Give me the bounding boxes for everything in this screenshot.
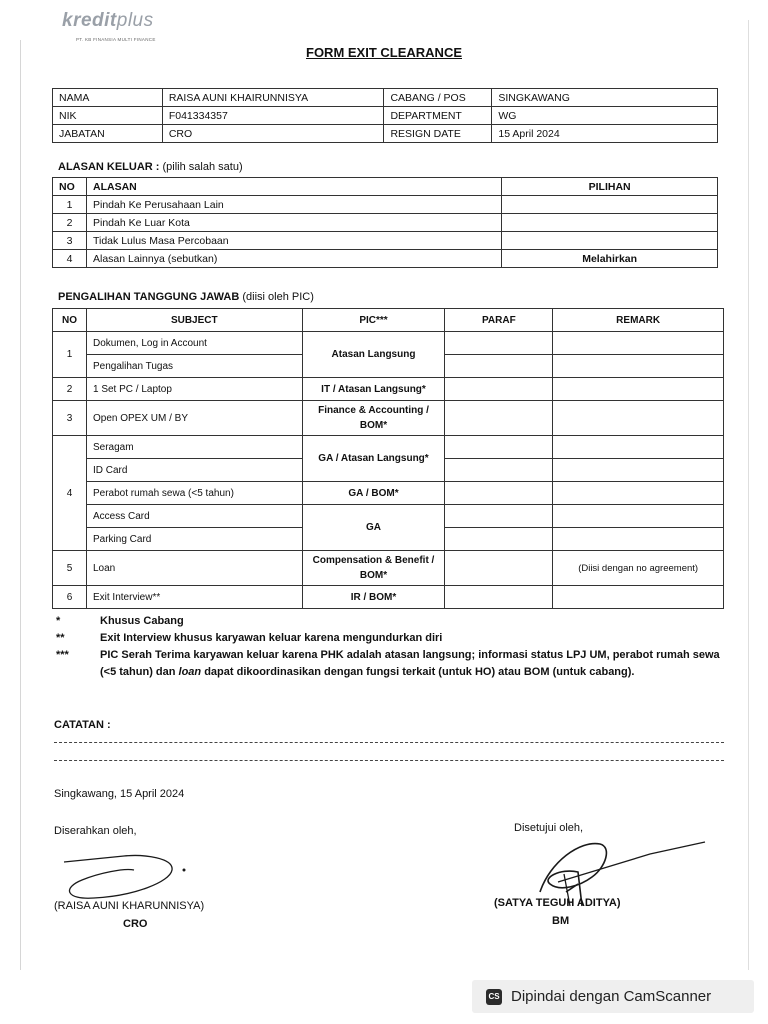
handover-pic: IT / Atasan Langsung* xyxy=(302,378,445,401)
info-row-jabatan xyxy=(53,125,718,143)
info-label: JABATAN xyxy=(53,125,163,143)
handover-remark xyxy=(553,528,724,551)
footnote-text: Khusus Cabang xyxy=(100,615,184,627)
handover-paraf xyxy=(445,505,553,528)
handover-remark xyxy=(553,482,724,505)
reasons-table xyxy=(52,177,718,268)
handover-pic: GA / BOM* xyxy=(302,482,445,505)
footnote xyxy=(56,630,736,647)
footnote-text-italic: loan xyxy=(178,666,202,678)
page-edge-right xyxy=(748,20,749,970)
handover-pic: Finance & Accounting / BOM* xyxy=(302,401,445,436)
handover-subject: Pengalihan Tugas xyxy=(86,355,302,378)
col-choice: PILIHAN xyxy=(502,178,718,196)
col-subject: SUBJECT xyxy=(86,309,302,332)
approved-by-role: BM xyxy=(552,915,570,927)
handover-paraf xyxy=(445,586,553,609)
handover-remark xyxy=(553,401,724,436)
handover-remark xyxy=(553,378,724,401)
handover-subject: Open OPEX UM / BY xyxy=(86,401,302,436)
place-date: Singkawang, 15 April 2024 xyxy=(54,788,185,800)
approved-by-label: Disetujui oleh, xyxy=(514,822,584,834)
col-pic: PIC*** xyxy=(302,309,445,332)
handover-pic: Atasan Langsung xyxy=(302,332,445,378)
camscanner-icon: CS xyxy=(486,989,502,1005)
handover-paraf xyxy=(445,528,553,551)
footnote xyxy=(56,647,736,681)
info-label: RESIGN DATE xyxy=(384,125,492,143)
handover-paraf xyxy=(445,459,553,482)
footnote-mark: ** xyxy=(56,632,65,644)
handover-no: 1 xyxy=(53,332,87,378)
info-label: NAMA xyxy=(53,89,163,107)
info-label: CABANG / POS xyxy=(384,89,492,107)
info-row-nik xyxy=(53,107,718,125)
footnotes xyxy=(56,613,736,681)
logo-plus-text: plus xyxy=(116,10,154,31)
handover-subject: Access Card xyxy=(86,505,302,528)
info-value: CRO xyxy=(162,125,384,143)
handover-paraf xyxy=(445,401,553,436)
handover-subject: 1 Set PC / Laptop xyxy=(86,378,302,401)
handover-no: 2 xyxy=(53,378,87,401)
catatan-line xyxy=(54,760,724,761)
footnote-text-part: dapat dikoordinasikan dengan fungsi terkait (untuk HO) atau BOM (untuk cabang). xyxy=(201,666,635,678)
reason-text: Tidak Lulus Masa Percobaan xyxy=(86,232,501,250)
col-remark: REMARK xyxy=(553,309,724,332)
signature-right xyxy=(500,832,710,907)
reasons-heading-title: ALASAN KELUAR : xyxy=(58,161,160,173)
handover-subject: Parking Card xyxy=(86,528,302,551)
handover-heading xyxy=(58,291,314,303)
reason-text: Pindah Ke Perusahaan Lain xyxy=(86,196,501,214)
footnote-mark: * xyxy=(56,615,61,627)
catatan-label: CATATAN : xyxy=(54,719,111,731)
handover-no: 4 xyxy=(53,436,87,551)
employee-info-table xyxy=(52,88,718,143)
footnote xyxy=(56,613,736,630)
handover-subject: Loan xyxy=(86,551,302,586)
reasons-heading-note: (pilih salah satu) xyxy=(162,161,243,173)
reason-row xyxy=(53,232,718,250)
handed-over-by-label: Diserahkan oleh, xyxy=(54,825,137,837)
handover-heading-note: (diisi oleh PIC) xyxy=(242,291,314,303)
reason-row xyxy=(53,214,718,232)
form-title: FORM EXIT CLEARANCE xyxy=(306,45,462,60)
handover-pic: Compensation & Benefit / BOM* xyxy=(302,551,445,586)
reason-choice xyxy=(502,232,718,250)
handover-remark xyxy=(553,355,724,378)
handover-subject: Exit Interview** xyxy=(86,586,302,609)
signature-left xyxy=(54,840,204,902)
reason-no: 4 xyxy=(53,250,87,268)
handover-row xyxy=(53,505,724,528)
handover-no: 6 xyxy=(53,586,87,609)
handover-pic: IR / BOM* xyxy=(302,586,445,609)
info-label: DEPARTMENT xyxy=(384,107,492,125)
handover-subject: ID Card xyxy=(86,459,302,482)
reason-row xyxy=(53,196,718,214)
handover-paraf xyxy=(445,482,553,505)
footnote-text: Exit Interview khusus karyawan keluar karena mengundurkan diri xyxy=(100,632,443,644)
col-no: NO xyxy=(53,309,87,332)
reason-choice xyxy=(502,214,718,232)
handover-remark xyxy=(553,505,724,528)
handover-paraf xyxy=(445,378,553,401)
handover-remark xyxy=(553,332,724,355)
reason-choice: Melahirkan xyxy=(502,250,718,268)
handover-subject: Dokumen, Log in Account xyxy=(86,332,302,355)
col-paraf: PARAF xyxy=(445,309,553,332)
reason-text: Pindah Ke Luar Kota xyxy=(86,214,501,232)
handover-header-row xyxy=(53,309,724,332)
catatan-line xyxy=(54,742,724,743)
logo-subtitle: PT. KB FINANSIA MULTI FINANCE xyxy=(76,37,156,42)
col-reason: ALASAN xyxy=(86,178,501,196)
handover-paraf xyxy=(445,551,553,586)
handover-subject: Seragam xyxy=(86,436,302,459)
handover-paraf xyxy=(445,332,553,355)
approved-by-name: (SATYA TEGUH ADITYA) xyxy=(494,897,621,909)
reason-row xyxy=(53,250,718,268)
logo-main-text: kredit xyxy=(62,10,117,31)
footnote-text xyxy=(100,647,736,681)
reasons-heading xyxy=(58,161,243,173)
camscanner-label: Dipindai dengan CamScanner xyxy=(511,988,712,1005)
reasons-header-row xyxy=(53,178,718,196)
handover-row xyxy=(53,482,724,505)
handover-row xyxy=(53,551,724,586)
footnote-text-part: PIC Serah Terima karyawan keluar karena PHK adalah atasan langsung; informasi status LPJ UM, perabot rumah sewa (<5 tahun) dan xyxy=(100,649,720,678)
reason-no: 3 xyxy=(53,232,87,250)
handover-row xyxy=(53,378,724,401)
handover-row xyxy=(53,586,724,609)
handover-remark: (Diisi dengan no agreement) xyxy=(553,551,724,586)
handover-no: 3 xyxy=(53,401,87,436)
info-row-name xyxy=(53,89,718,107)
handover-remark xyxy=(553,436,724,459)
handover-row xyxy=(53,436,724,459)
reason-choice xyxy=(502,196,718,214)
handed-over-by-name: (RAISA AUNI KHARUNNISYA) xyxy=(54,900,205,912)
info-value: F041334357 xyxy=(162,107,384,125)
page-edge-left xyxy=(20,40,21,970)
handover-pic: GA / Atasan Langsung* xyxy=(302,436,445,482)
info-value: 15 April 2024 xyxy=(492,125,718,143)
handover-remark xyxy=(553,586,724,609)
handover-paraf xyxy=(445,436,553,459)
info-value: RAISA AUNI KHAIRUNNISYA xyxy=(162,89,384,107)
reason-no: 2 xyxy=(53,214,87,232)
handover-subject: Perabot rumah sewa (<5 tahun) xyxy=(86,482,302,505)
handover-table xyxy=(52,308,724,609)
camscanner-badge xyxy=(472,980,754,1013)
info-value: SINGKAWANG xyxy=(492,89,718,107)
col-no: NO xyxy=(53,178,87,196)
reason-text: Alasan Lainnya (sebutkan) xyxy=(86,250,501,268)
info-value: WG xyxy=(492,107,718,125)
handover-paraf xyxy=(445,355,553,378)
handover-heading-title: PENGALIHAN TANGGUNG JAWAB xyxy=(58,291,240,303)
handover-row xyxy=(53,332,724,355)
reason-no: 1 xyxy=(53,196,87,214)
handover-remark xyxy=(553,459,724,482)
handover-no: 5 xyxy=(53,551,87,586)
company-logo xyxy=(62,10,154,32)
handover-row xyxy=(53,401,724,436)
footnote-mark: *** xyxy=(56,649,69,661)
handover-pic: GA xyxy=(302,505,445,551)
info-label: NIK xyxy=(53,107,163,125)
handed-over-by-role: CRO xyxy=(123,918,148,930)
